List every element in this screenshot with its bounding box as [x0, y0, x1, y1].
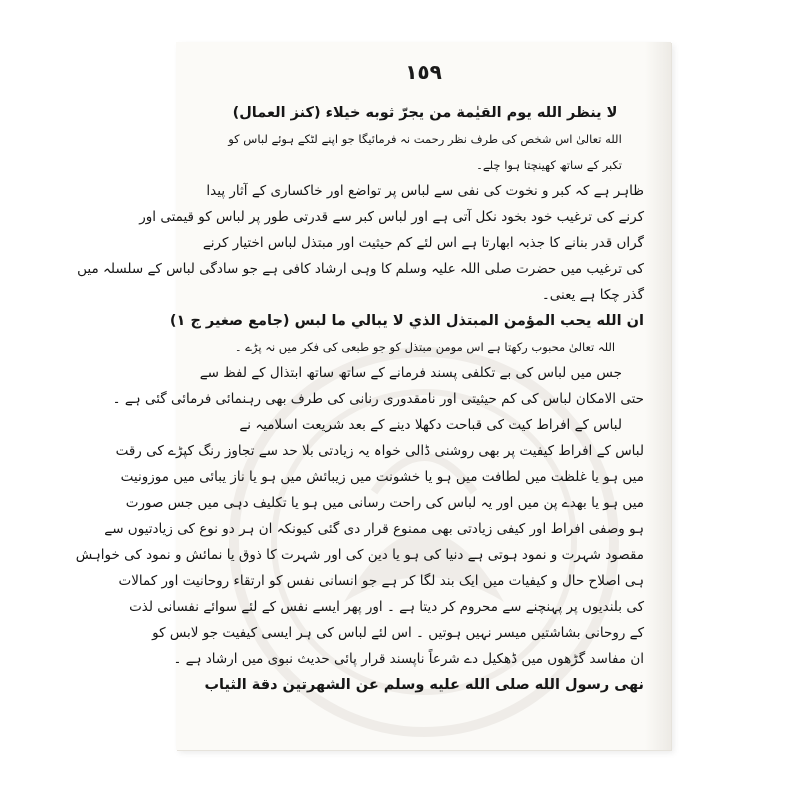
text-line: میں ہو یا غلظت میں لطافت میں ہو یا خشونت میں زیبائش میں ہو یا ناز یبائی میں موزونیت [120, 469, 644, 485]
text-line: لا ينظر الله يوم القيٰمة من يجرّ ثوبه خيلاء (كنز العمال) [232, 105, 618, 121]
text-line: گراں قدر بنانے کا جذبہ ابھارتا ہے اس لئے کم حیثیت اور مبتذل لباس اختیار کرنے [202, 235, 644, 251]
text-line: جس میں لباس کی بے تکلفی پسند فرمانے کے ساتھ ساتھ ابتذال کے لفظ سے [199, 365, 622, 381]
book-page [75, 42, 671, 750]
text-line: میں ہو یا بھدے پن میں اور یہ لباس کی راحت رسانی میں ہو یا تکلیف دہی میں جس صورت [125, 495, 644, 511]
text-line: ہو وصفی افراط اور کیفی زیادتی بھی ممنوع قرار دی گئی کیونکہ ان ہر دو نوع کی زیادتیوں سے [104, 521, 644, 537]
text-line: مقصود شہرت و نمود ہوتی ہے دنیا کی ہو یا دین کی اور شہرت کا ذوق یا نمائش و نمود کی خواہش [75, 547, 644, 563]
page-number: ١٥٩ [405, 60, 442, 84]
text-line: ان الله يحب المؤمن المبتذل الذي لا يبالي ما لبس (جامع صغير ج ١) [169, 313, 644, 329]
text-line: ان مفاسد گڑھوں میں ڈھکیل دے شرعاً ناپسند قرار پائی حدیث نبوی میں ارشاد ہے ۔ [173, 651, 644, 667]
page-text [75, 100, 644, 698]
text-line: ہی اصلاح حال و کیفیات میں ایک بند لگا کر ہے جو انسانی نفس کو ارتقاء روحانیت اور کمالات [118, 573, 644, 589]
text-line: کی بلندیوں پر پہنچنے سے محروم کر دیتا ہے ۔ اور پھر ایسے نفس کے لئے سوائے نفسانی لذت [129, 599, 644, 615]
text-line: لباس کے افراط کیت کی قباحت دکھلا دینے کے بعد شریعت اسلامیہ نے [239, 417, 622, 433]
text-line: اللہ تعالیٰ محبوب رکھتا ہے اس مومن مبتذل کو جو طبعی کی فکر میں نہ پڑے ۔ [234, 340, 616, 354]
text-line: کی ترغیب میں حضرت صلی اللہ علیہ وسلم کا وہی ارشاد کافی ہے جو سادگی لباس کے سلسلہ میں [77, 261, 644, 277]
text-line: کے روحانی بشاشتیں میسر نہیں ہوتیں ۔ اس لئے لباس کی ہر ایسی کیفیت جو لابس کو [152, 625, 644, 641]
text-line: لباس کے افراط کیفیت پر بھی روشنی ڈالی خواہ یہ زیادتی بلا حد سے تجاوز رنگ کپڑے کی رقت [115, 443, 644, 459]
text-line: ظاہر ہے کہ کبر و نخوت کی نفی سے لباس پر تواضع اور خاکساری کے آثار پیدا [206, 183, 644, 199]
text-line: کرنے کی ترغیب خود بخود نکل آتی ہے اور لباس کبر سے قدرتی طور پر لباس کو قیمتی اور [139, 209, 644, 225]
text-line: حتی الامکان لباس کی کم حیثیتی اور نامقدوری رنانی کی طرف بھی رہنمائی فرمائی گئی ہے ۔ [112, 391, 644, 407]
text-line: گذر چکا ہے یعنی۔ [541, 287, 644, 303]
text-line: نهى رسول الله صلى الله عليه وسلم عن الشهرتين دقة الثياب [204, 677, 644, 693]
text-line: الله تعالیٰ اس شخص کی طرف نظر رحمت نہ فرمائیگا جو اپنے لٹکے ہوئے لباس کو [228, 132, 622, 146]
text-line: تکبر کے ساتھ کھینچتا ہوا چلے۔ [476, 158, 622, 172]
page-fold-shadow [645, 42, 671, 750]
